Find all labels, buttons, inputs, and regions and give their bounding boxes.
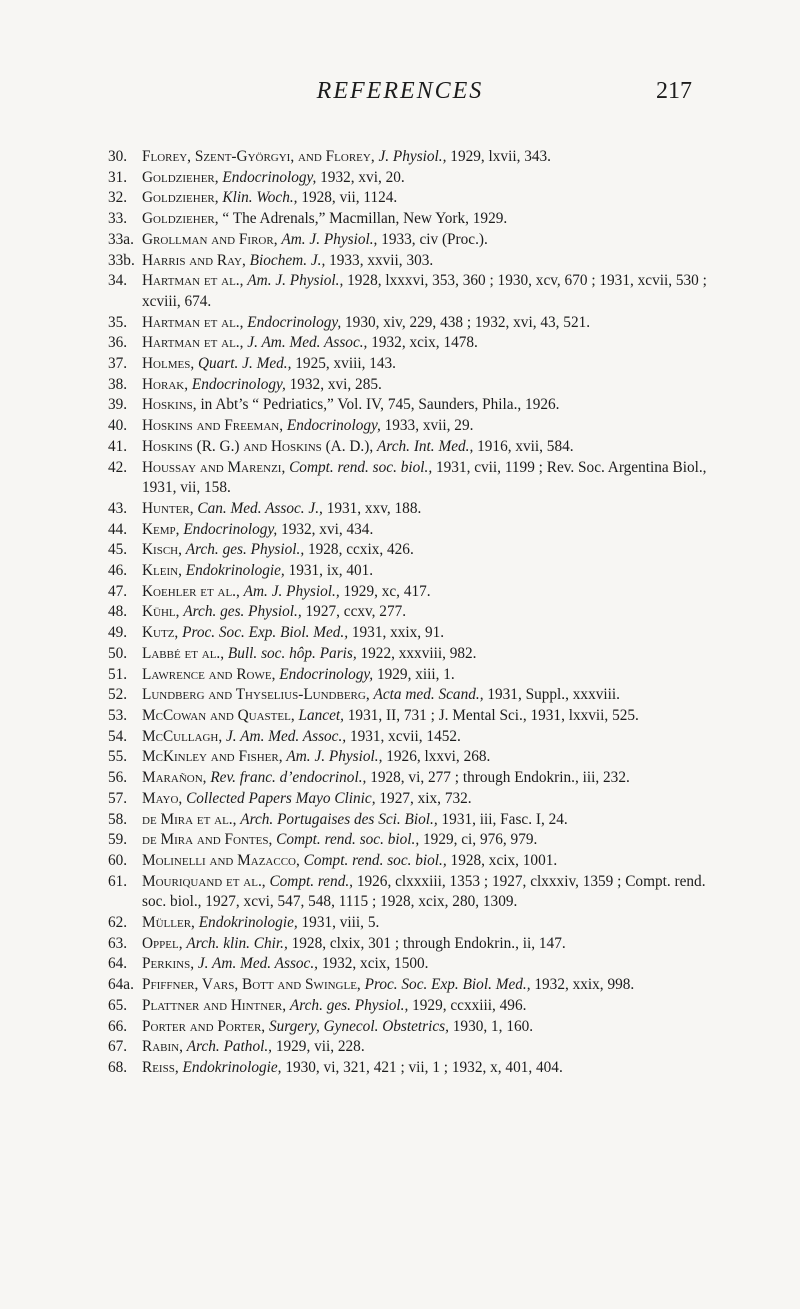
reference-number: 32.	[108, 189, 128, 207]
reference-number: 36.	[108, 334, 128, 352]
reference-authors: Goldzieher,	[142, 189, 219, 207]
reference-item	[108, 602, 708, 623]
reference-journal: Can. Med. Assoc. J.,	[197, 499, 323, 517]
reference-details: 1926, clxxxiii, 1353 ; 1927, clxxxiv, 1359 ; Compt. rend. soc. biol., 1927, xcvi, 547, 548, 1115 ; 1928, xcix, 280, 1309.	[142, 872, 706, 911]
reference-journal: Rev. franc. d’endocrinol.,	[210, 769, 367, 787]
reference-journal: Compt. rend. soc. biol.,	[276, 831, 420, 849]
reference-details: 1931, xxv, 188.	[326, 499, 422, 517]
reference-number: 65.	[108, 996, 128, 1014]
reference-item	[108, 747, 708, 768]
reference-journal: J. Am. Med. Assoc.,	[247, 334, 368, 352]
reference-details: 1928, lxxxvi, 353, 360 ; 1930, xcv, 670 ; 1931, xcvii, 530 ; xcviii, 674.	[142, 272, 707, 310]
reference-authors: Marañon,	[142, 769, 207, 787]
reference-item	[108, 934, 708, 955]
reference-item	[108, 810, 708, 831]
reference-authors: Goldzieher,	[142, 168, 219, 186]
reference-journal: Arch. ges. Physiol.,	[289, 996, 409, 1014]
reference-details: 1928, ccxix, 426.	[307, 541, 414, 559]
reference-authors: McCowan and Quastel,	[142, 706, 295, 724]
reference-journal: Endocrinology,	[286, 417, 381, 435]
reference-number: 41.	[108, 437, 128, 455]
reference-authors: Reiss,	[142, 1058, 179, 1076]
reference-number: 38.	[108, 375, 128, 393]
reference-authors: Plattner and Hintner,	[142, 996, 287, 1014]
reference-details: 1930, vi, 321, 421 ; vii, 1 ; 1932, x, 401, 404.	[285, 1058, 563, 1076]
reference-number: 67.	[108, 1038, 128, 1056]
reference-number: 35.	[108, 313, 128, 331]
reference-journal: Endokrinologie,	[185, 562, 285, 580]
reference-authors: Porter and Porter,	[142, 1017, 266, 1035]
reference-authors: Klein,	[142, 562, 182, 580]
reference-journal: Am. J. Physiol.,	[247, 272, 344, 290]
reference-item	[108, 437, 708, 458]
reference-authors: McKinley and Fisher,	[142, 748, 283, 766]
reference-details: 1931, ix, 401.	[288, 562, 374, 580]
reference-journal: Am. J. Physiol.,	[243, 582, 340, 600]
reference-item	[108, 768, 708, 789]
reference-journal: Endocrinology,	[191, 375, 286, 393]
page-header	[0, 78, 800, 118]
reference-item	[108, 540, 708, 561]
reference-authors: Koehler et al.,	[142, 582, 240, 600]
reference-authors: Kutz,	[142, 624, 179, 642]
reference-item	[108, 954, 708, 975]
reference-item	[108, 1058, 708, 1079]
reference-number: 62.	[108, 914, 128, 932]
reference-authors: Oppel,	[142, 934, 183, 952]
reference-item	[108, 395, 708, 416]
reference-authors: Hoskins (R. G.) and Hoskins (A. D.),	[142, 437, 374, 455]
reference-details: 1928, vi, 277 ; through Endokrin., iii, 232.	[370, 769, 630, 787]
reference-number: 51.	[108, 665, 128, 683]
reference-authors: Hunter,	[142, 499, 194, 517]
reference-details: 1928, vii, 1124.	[301, 189, 398, 207]
reference-details: 1927, xix, 732.	[379, 789, 472, 807]
reference-authors: Mayo,	[142, 789, 183, 807]
reference-details: 1932, xvi, 434.	[281, 520, 374, 538]
reference-details: 1932, xxix, 998.	[534, 976, 635, 994]
reference-number: 45.	[108, 541, 128, 559]
reference-details: 1929, xiii, 1.	[376, 665, 455, 683]
reference-item	[108, 665, 708, 686]
reference-number: 40.	[108, 417, 128, 435]
reference-authors: Hoskins,	[142, 396, 197, 414]
reference-authors: Perkins,	[142, 955, 195, 973]
reference-details: 1926, lxxvi, 268.	[386, 748, 491, 766]
reference-item	[108, 830, 708, 851]
reference-journal: Biochem. J.,	[249, 251, 326, 269]
reference-number: 48.	[108, 603, 128, 621]
reference-authors: Holmes,	[142, 355, 195, 373]
reference-details: 1928, xcix, 1001.	[450, 851, 558, 869]
reference-number: 50.	[108, 644, 128, 662]
reference-item	[108, 913, 708, 934]
reference-journal: Arch. klin. Chir.,	[186, 934, 288, 952]
reference-number: 39.	[108, 396, 128, 414]
reference-journal: Am. J. Physiol.,	[281, 230, 378, 248]
reference-journal: Lancet,	[298, 706, 344, 724]
reference-details: 1922, xxxviii, 982.	[360, 644, 477, 662]
reference-item	[108, 706, 708, 727]
reference-details: 1931, viii, 5.	[301, 914, 380, 932]
reference-details: 1933, xxvii, 303.	[329, 251, 434, 269]
reference-item	[108, 996, 708, 1017]
reference-authors: Hartman et al.,	[142, 334, 244, 352]
reference-authors: Horak,	[142, 375, 189, 393]
reference-journal: J. Am. Med. Assoc.,	[197, 955, 318, 973]
reference-item	[108, 416, 708, 437]
reference-journal: Endocrinology,	[279, 665, 374, 683]
reference-journal: Bull. soc. hôp. Paris,	[227, 644, 357, 662]
reference-number: 47.	[108, 582, 128, 600]
reference-number: 46.	[108, 562, 128, 580]
reference-item	[108, 168, 708, 189]
reference-details: 1932, xvi, 285.	[289, 375, 382, 393]
reference-details: 1931, xcvii, 1452.	[349, 727, 461, 745]
reference-details: 1930, xiv, 229, 438 ; 1932, xvi, 43, 521.	[345, 313, 591, 331]
reference-journal: Surgery, Gynecol. Obstetrics,	[268, 1017, 449, 1035]
reference-number: 63.	[108, 934, 128, 952]
reference-details: 1931, cvii, 1199 ; Rev. Soc. Argentina Biol., 1931, vii, 158.	[142, 458, 707, 497]
reference-item	[108, 147, 708, 168]
reference-number: 34.	[108, 272, 128, 290]
reference-authors: de Mira et al.,	[142, 810, 237, 828]
reference-item	[108, 458, 708, 499]
reference-number: 31.	[108, 168, 128, 186]
reference-item	[108, 313, 708, 334]
reference-journal: Proc. Soc. Exp. Biol. Med.,	[182, 624, 349, 642]
reference-authors: Kisch,	[142, 541, 182, 559]
reference-details: 1931, II, 731 ; J. Mental Sci., 1931, lxxvii, 525.	[347, 706, 639, 724]
reference-journal: Proc. Soc. Exp. Biol. Med.,	[364, 976, 531, 994]
reference-details: “ The Adrenals,” Macmillan, New York, 1929.	[222, 210, 508, 228]
reference-number: 58.	[108, 810, 128, 828]
reference-number: 44.	[108, 520, 128, 538]
reference-item	[108, 623, 708, 644]
reference-authors: Florey, Szent-Györgyi, and Florey,	[142, 148, 375, 165]
reference-journal: Endocrinology,	[183, 520, 278, 538]
reference-details: 1928, clxix, 301 ; through Endokrin., ii, 147.	[291, 934, 566, 952]
reference-journal: Am. J. Physiol.,	[286, 748, 383, 766]
reference-number: 52.	[108, 686, 128, 704]
reference-number: 43.	[108, 499, 128, 517]
reference-item	[108, 789, 708, 810]
reference-details: 1933, xvii, 29.	[384, 417, 474, 435]
reference-item	[108, 872, 708, 913]
reference-number: 64a.	[108, 976, 134, 994]
reference-details: 1929, ccxxiii, 496.	[412, 996, 527, 1014]
reference-number: 33.	[108, 210, 128, 228]
reference-authors: Pfiffner, Vars, Bott and Swingle,	[142, 976, 361, 994]
reference-authors: Goldzieher,	[142, 210, 219, 228]
reference-number: 37.	[108, 355, 128, 373]
reference-details: 1929, lxvii, 343.	[450, 148, 552, 165]
reference-authors: Kemp,	[142, 520, 180, 538]
reference-number: 33b.	[108, 251, 135, 269]
reference-item	[108, 685, 708, 706]
reference-number: 55.	[108, 748, 128, 766]
reference-item	[108, 271, 708, 312]
reference-authors: Kühl,	[142, 603, 180, 621]
reference-authors: Lawrence and Rowe,	[142, 665, 276, 683]
reference-journal: Collected Papers Mayo Clinic,	[186, 789, 376, 807]
reference-journal: Arch. Int. Med.,	[377, 437, 474, 455]
reference-number: 33a.	[108, 230, 134, 248]
reference-journal: Arch. ges. Physiol.,	[185, 541, 305, 559]
reference-details: 1932, xcix, 1500.	[321, 955, 429, 973]
reference-journal: Compt. rend.,	[269, 872, 354, 890]
reference-item	[108, 644, 708, 665]
reference-details: 1930, 1, 160.	[452, 1017, 534, 1035]
reference-authors: Houssay and Marenzi,	[142, 458, 286, 476]
reference-details: 1929, vii, 228.	[275, 1038, 365, 1056]
reference-number: 60.	[108, 851, 128, 869]
reference-item	[108, 499, 708, 520]
reference-journal: Quart. J. Med.,	[197, 355, 292, 373]
reference-number: 42.	[108, 458, 128, 476]
reference-item	[108, 188, 708, 209]
reference-number: 68.	[108, 1058, 128, 1076]
reference-details: 1932, xvi, 20.	[320, 168, 405, 186]
reference-item	[108, 1017, 708, 1038]
reference-details: 1916, xvii, 584.	[477, 437, 574, 455]
reference-journal: Endocrinology,	[247, 313, 342, 331]
reference-journal: Arch. Portugaises des Sci. Biol.,	[240, 810, 438, 828]
reference-authors: McCullagh,	[142, 727, 223, 745]
page-number: 217	[656, 78, 692, 104]
reference-details: 1929, ci, 976, 979.	[423, 831, 538, 849]
reference-item	[108, 582, 708, 603]
reference-journal: Arch. Pathol.,	[186, 1038, 273, 1056]
reference-item	[108, 333, 708, 354]
reference-authors: de Mira and Fontes,	[142, 831, 273, 849]
reference-authors: Harris and Ray,	[142, 251, 246, 269]
reference-authors: Hartman et al.,	[142, 272, 244, 290]
reference-authors: Müller,	[142, 914, 195, 932]
reference-details: 1931, xxix, 91.	[351, 624, 445, 642]
reference-item	[108, 209, 708, 230]
reference-details: 1925, xviii, 143.	[295, 355, 396, 373]
reference-number: 49.	[108, 624, 128, 642]
reference-number: 30.	[108, 148, 128, 165]
reference-authors: Rabin,	[142, 1038, 183, 1056]
reference-number: 57.	[108, 789, 128, 807]
reference-item	[108, 354, 708, 375]
reference-number: 56.	[108, 769, 128, 787]
reference-number: 54.	[108, 727, 128, 745]
reference-list	[108, 147, 708, 1079]
reference-item	[108, 230, 708, 251]
reference-authors: Hartman et al.,	[142, 313, 244, 331]
reference-number: 59.	[108, 831, 128, 849]
reference-journal: Compt. rend. soc. biol.,	[289, 458, 433, 476]
reference-journal: Endokrinologie,	[198, 914, 298, 932]
reference-item	[108, 1037, 708, 1058]
reference-authors: Lundberg and Thyselius-Lundberg,	[142, 686, 370, 704]
reference-number: 61.	[108, 872, 128, 890]
reference-details: 1932, xcix, 1478.	[371, 334, 478, 352]
reference-authors: Molinelli and Mazacco,	[142, 851, 300, 869]
reference-number: 66.	[108, 1017, 128, 1035]
reference-number: 64.	[108, 955, 128, 973]
reference-authors: Labbé et al.,	[142, 644, 225, 662]
reference-details: 1929, xc, 417.	[343, 582, 431, 600]
reference-item	[108, 251, 708, 272]
running-title: REFERENCES	[316, 78, 484, 104]
reference-authors: Grollman and Firor,	[142, 230, 278, 248]
reference-details: 1931, iii, Fasc. I, 24.	[441, 810, 568, 828]
reference-journal: Acta med. Scand.,	[373, 686, 484, 704]
reference-journal: Endocrinology,	[222, 168, 317, 186]
reference-item	[108, 727, 708, 748]
reference-item	[108, 520, 708, 541]
reference-item	[108, 375, 708, 396]
reference-journal: J. Physiol.,	[378, 148, 447, 165]
reference-journal: Endokrinologie,	[182, 1058, 282, 1076]
reference-journal: J. Am. Med. Assoc.,	[226, 727, 347, 745]
reference-authors: Mouriquand et al.,	[142, 872, 266, 890]
reference-details: 1927, ccxv, 277.	[305, 603, 407, 621]
reference-item	[108, 975, 708, 996]
reference-number: 53.	[108, 706, 128, 724]
reference-details: 1933, civ (Proc.).	[381, 230, 488, 248]
reference-journal: Compt. rend. soc. biol.,	[303, 851, 447, 869]
reference-item	[108, 561, 708, 582]
reference-authors: Hoskins and Freeman,	[142, 417, 284, 435]
reference-details: in Abt’s “ Pedriatics,” Vol. IV, 745, Saunders, Phila., 1926.	[200, 396, 560, 414]
reference-journal: Arch. ges. Physiol.,	[183, 603, 302, 621]
reference-item	[108, 851, 708, 872]
reference-journal: Klin. Woch.,	[222, 189, 298, 207]
reference-details: 1931, Suppl., xxxviii.	[487, 686, 620, 704]
